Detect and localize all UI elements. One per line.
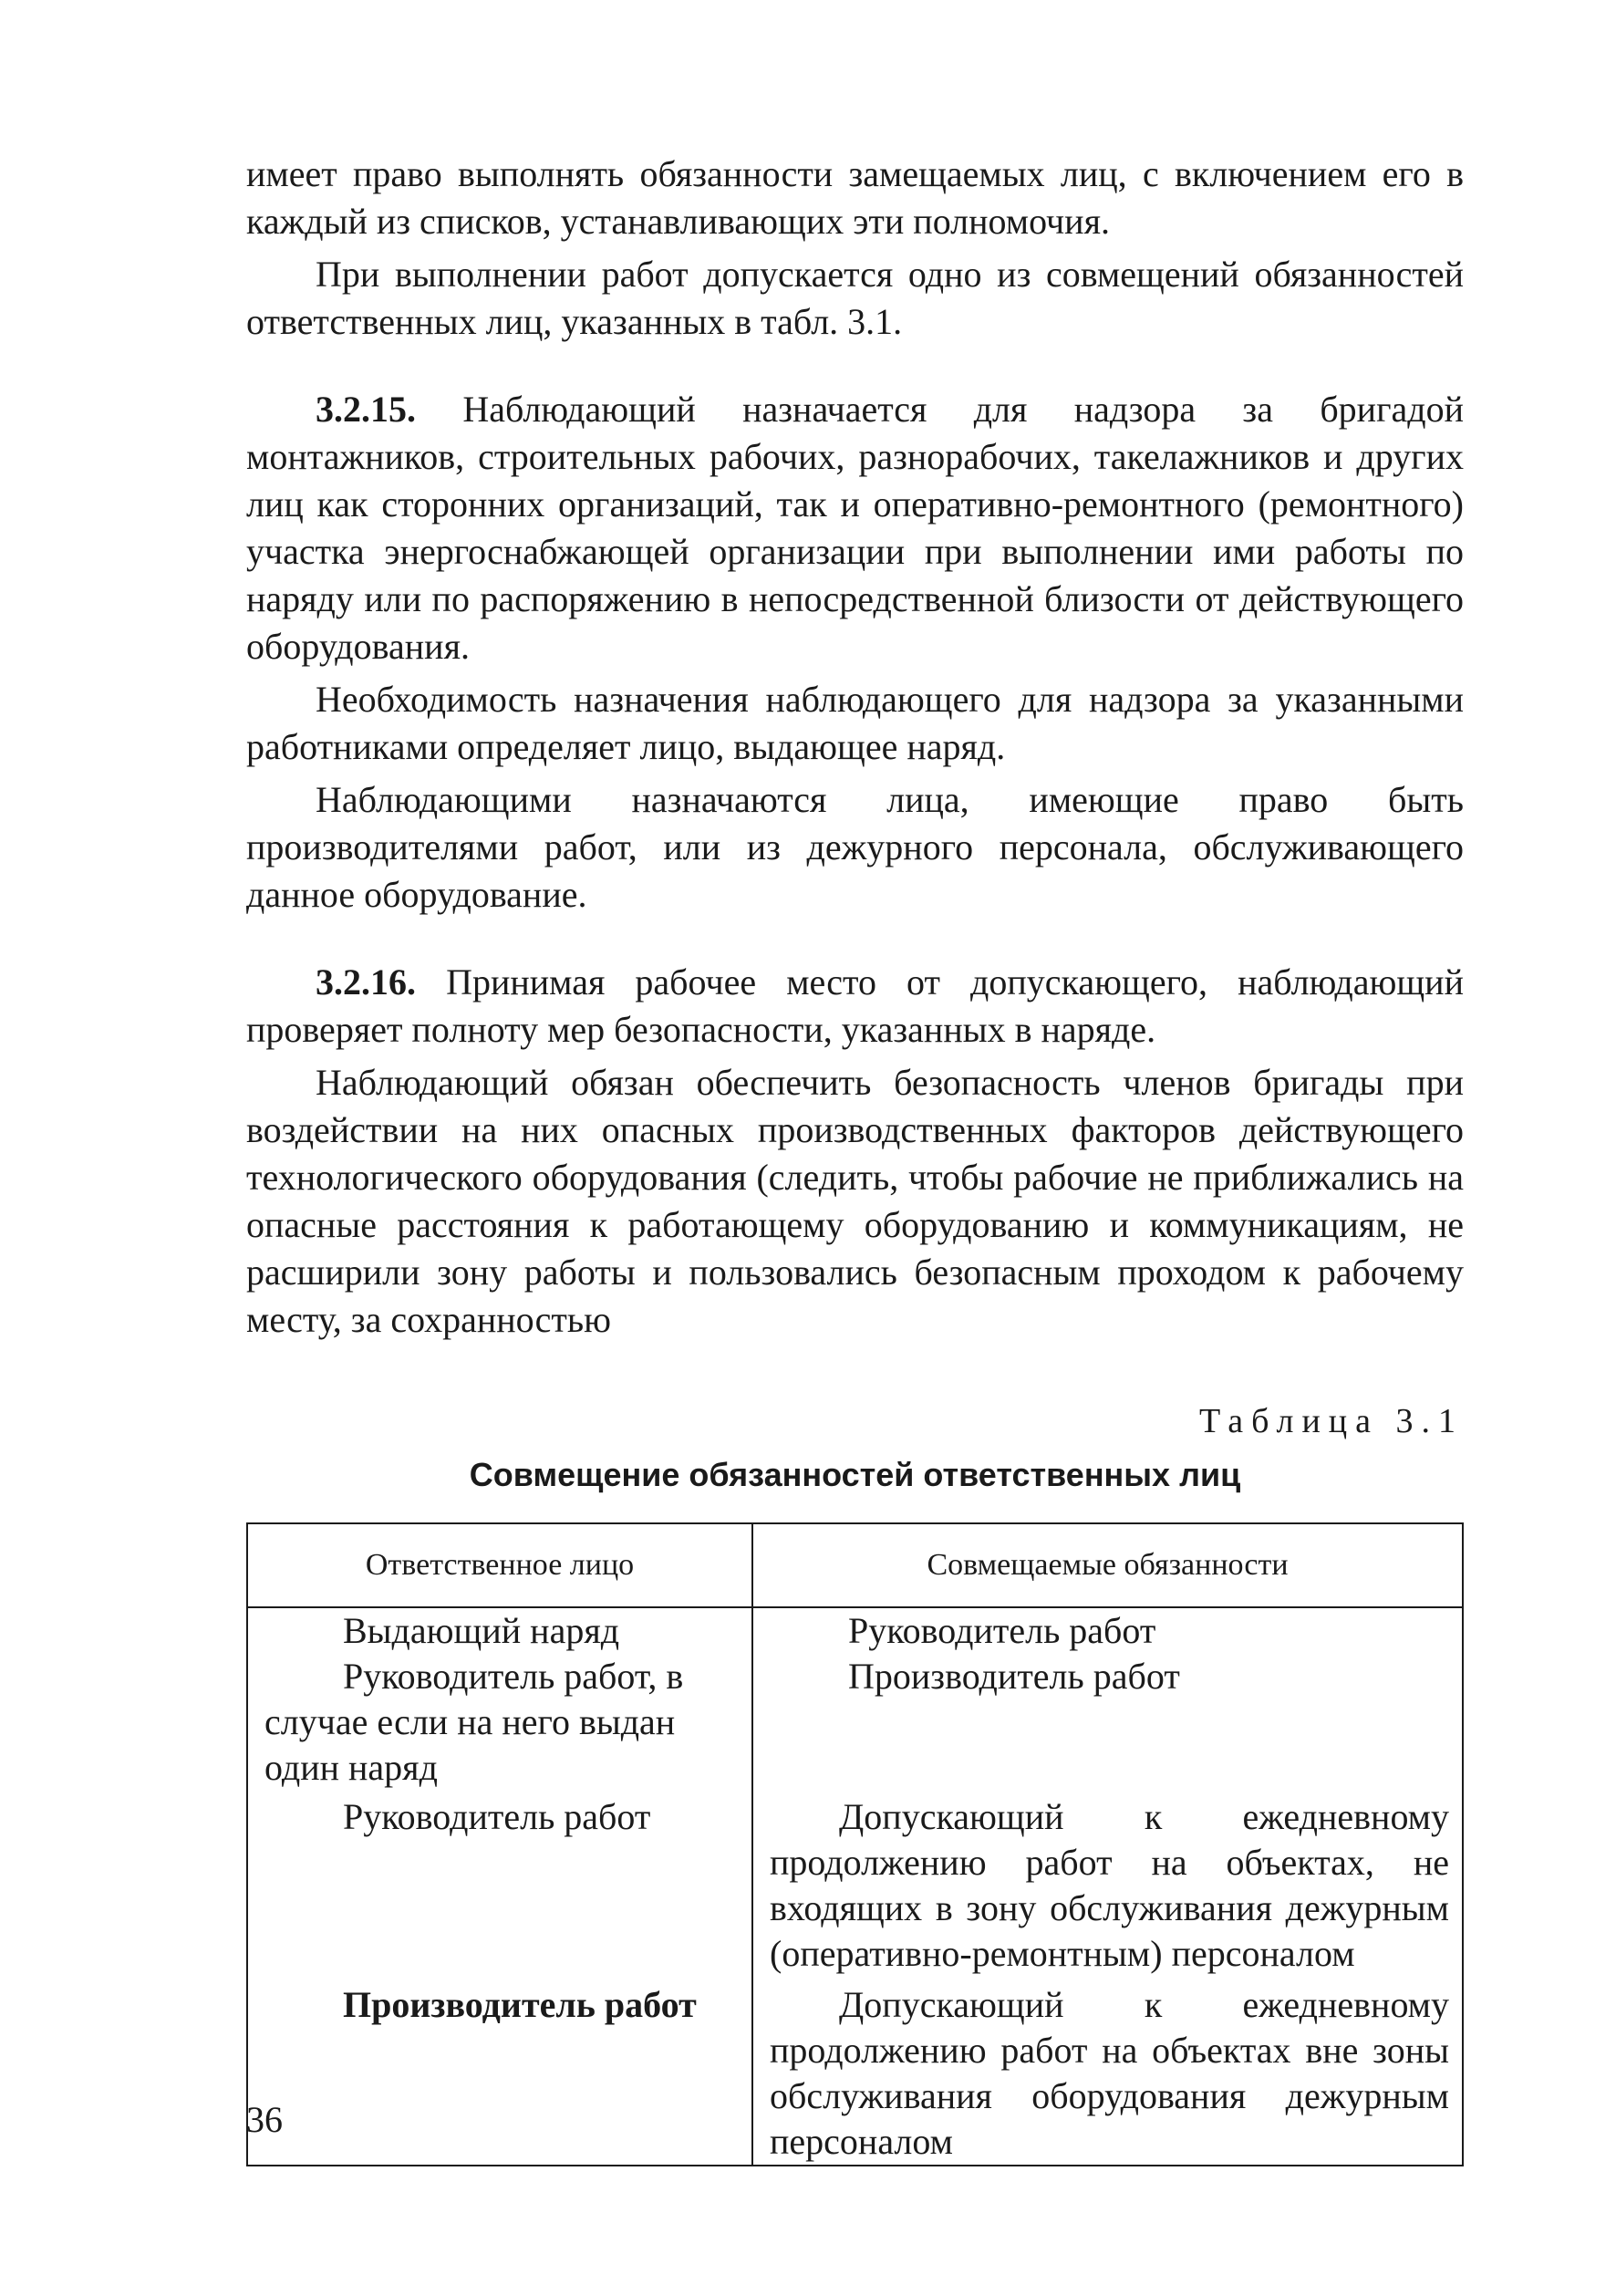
- paragraph-combining-duties: При выполнении работ допускается одно из совмещений обязанностей ответственных лиц, указанных в табл. 3.1.: [246, 254, 1464, 342]
- cell-person: Руководитель работ, в случае если на него выдан один наряд: [247, 1654, 752, 1791]
- cell-person: Выдающий наряд: [247, 1607, 752, 1654]
- paragraph-necessity: Необходимость назначения наблюдающего для надзора за указанными работниками определяет лицо, выдающее наряд.: [246, 679, 1464, 767]
- header-responsible-person: Ответственное лицо: [247, 1523, 752, 1607]
- cell-person: Производитель работ: [247, 1977, 752, 2166]
- section-text: Принимая рабочее место от допускающего, наблюдающий проверяет полноту мер безопасности, указанных в наряде.: [246, 961, 1464, 1050]
- section-number: 3.2.16.: [316, 961, 416, 1003]
- document-page: [246, 151, 1464, 2166]
- header-combined-duties: Совмещаемые обязанности: [752, 1523, 1463, 1607]
- section-3-2-15: [246, 386, 1464, 670]
- table-title: Совмещение обязанностей ответственных лиц: [469, 1456, 1241, 1493]
- table-header-row: [247, 1523, 1463, 1607]
- table-row: [247, 1607, 1463, 1654]
- page-number: 36: [246, 2099, 283, 2140]
- table-row: [247, 1791, 1463, 1977]
- table-row: [247, 1977, 1463, 2166]
- paragraph-observer-duty: Наблюдающий обязан обеспечить безопасность членов бригады при воздействии на них опасных производственных факторов действующего технологического оборудования (следить, чтобы рабочие не приближались на опасные расстояния к работающему оборудованию и коммуникациям, не расширили зону работы и пользовались безопасным проходом к рабочему месту, за сохранностью: [246, 1062, 1464, 1340]
- cell-duties: Допускающий к ежедневному продолжению работ на объектах вне зоны обслуживания оборудования дежурным персоналом: [752, 1977, 1463, 2166]
- section-3-2-16: [246, 959, 1464, 1054]
- cell-person: Руководитель работ: [247, 1791, 752, 1977]
- paragraph-continuation: имеет право выполнять обязанности замещаемых лиц, с включением его в каждый из списков, устанавливающих эти полномочия.: [246, 153, 1464, 242]
- cell-duties: Руководитель работ: [752, 1607, 1463, 1654]
- cell-duties: Допускающий к ежедневному продолжению работ на объектах, не входящих в зону обслуживания дежурным (оперативно-ремонтным) персоналом: [752, 1791, 1463, 1977]
- paragraph-observers: Наблюдающими назначаются лица, имеющие право быть производителями работ, или из дежурного персонала, обслуживающего данное оборудование.: [246, 779, 1464, 915]
- table-caption: Таблица 3.1: [1198, 1402, 1464, 1440]
- section-number: 3.2.15.: [316, 389, 416, 430]
- table-row: [247, 1654, 1463, 1791]
- section-text: Наблюдающий назначается для надзора за бригадой монтажников, строительных рабочих, разнорабочих, такелажников и других лиц как сторонних организаций, так и оперативно-ремонтного (ремонтного) участка энергоснабжающей организации при выполнении ими работы по наряду или по распоряжению в непосредственной близости от действующего оборудования.: [246, 389, 1464, 667]
- responsibilities-table: [246, 1522, 1464, 2166]
- cell-duties: Производитель работ: [752, 1654, 1463, 1791]
